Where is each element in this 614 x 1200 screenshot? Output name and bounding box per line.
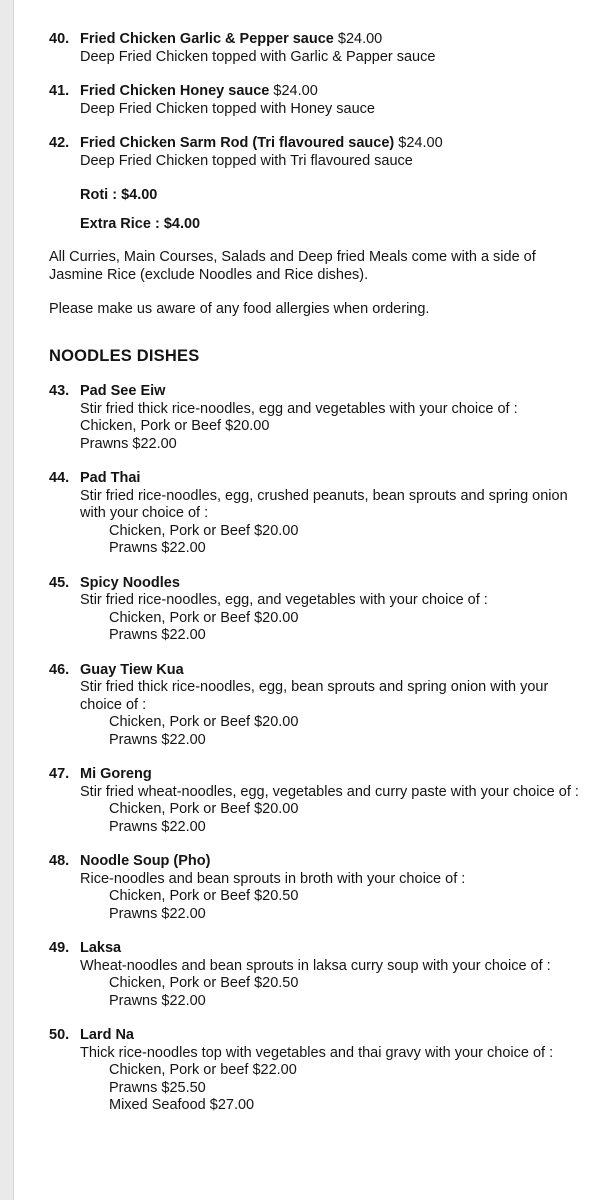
item-description: Deep Fried Chicken topped with Honey sauce [80, 100, 375, 117]
menu-item-43 [49, 383, 589, 453]
extra-roti: Roti : $4.00 [80, 187, 158, 203]
item-number: 49. [49, 940, 70, 956]
item-name: Lard Na [80, 1027, 134, 1043]
item-option: Chicken, Pork or Beef $20.00 [80, 418, 270, 434]
menu-item-49 [49, 940, 589, 1010]
item-price: $24.00 [337, 31, 383, 47]
item-description: Deep Fried Chicken topped with Tri flavoured sauce [80, 152, 413, 169]
menu-item-45 [49, 575, 589, 645]
menu-item-40 [49, 31, 589, 66]
menu-item-50 [49, 1027, 589, 1115]
item-heading [49, 853, 589, 871]
item-number: 48. [49, 853, 70, 869]
allergy-note: Please make us aware of any food allergies when ordering. [49, 301, 430, 317]
menu-item-46 [49, 662, 589, 750]
item-description: Rice-noodles and bean sprouts in broth with your choice of : [80, 870, 466, 887]
item-heading [49, 135, 589, 153]
item-option: Prawns $22.00 [109, 818, 206, 835]
item-heading [49, 383, 589, 401]
item-option: Prawns $22.00 [109, 992, 206, 1009]
item-option: Chicken, Pork or Beef $20.50 [109, 888, 299, 904]
page-left-edge [0, 0, 14, 1200]
item-option: Mixed Seafood $27.00 [109, 1097, 255, 1113]
item-number: 43. [49, 383, 70, 399]
item-option: Chicken, Pork or Beef $20.50 [109, 975, 299, 991]
item-number: 40. [49, 31, 70, 47]
item-heading [49, 470, 589, 488]
item-heading [49, 31, 589, 49]
item-name: Fried Chicken Sarm Rod (Tri flavoured sauce) [80, 135, 395, 151]
item-description: Stir fried rice-noodles, egg, crushed peanuts, bean sprouts and spring onion with your choice of : [80, 487, 568, 521]
item-number: 41. [49, 83, 70, 99]
item-option: Chicken, Pork or Beef $20.00 [109, 609, 299, 626]
item-heading [49, 83, 589, 101]
item-number: 45. [49, 574, 70, 591]
item-number: 47. [49, 766, 70, 782]
menu-item-41 [49, 83, 589, 118]
item-heading [49, 766, 589, 784]
item-option: Chicken, Pork or Beef $20.00 [109, 522, 299, 539]
item-description: Stir fried rice-noodles, egg, and vegetables with your choice of : [80, 592, 488, 608]
item-option: Chicken, Pork or Beef $20.00 [109, 801, 299, 817]
item-name: Mi Goreng [80, 766, 152, 782]
item-heading [49, 662, 589, 680]
item-option: Chicken, Pork or beef $22.00 [109, 1062, 297, 1078]
extra-rice: Extra Rice : $4.00 [80, 215, 201, 232]
section-title: NOODLES DISHES [49, 346, 200, 365]
item-description: Stir fried thick rice-noodles, egg and vegetables with your choice of : [80, 400, 518, 417]
menu-item-44 [49, 470, 589, 558]
menu-page [49, 31, 589, 1132]
item-heading [49, 940, 589, 958]
item-name: Guay Tiew Kua [80, 661, 184, 678]
item-description: Deep Fried Chicken topped with Garlic & Papper sauce [80, 48, 436, 65]
item-name: Pad Thai [80, 470, 141, 486]
item-name: Laksa [80, 940, 122, 956]
item-name: Fried Chicken Garlic & Pepper sauce [80, 31, 334, 47]
menu-item-48 [49, 853, 589, 923]
item-description: Wheat-noodles and bean sprouts in laksa curry soup with your choice of : [80, 957, 551, 974]
item-option: Prawns $22.00 [109, 905, 206, 922]
item-option: Prawns $22.00 [109, 627, 206, 643]
rice-note: All Curries, Main Courses, Salads and Deep fried Meals come with a side of Jasmine Rice (exclude Noodles and Rice dishes). [49, 249, 536, 283]
item-option: Prawns $22.00 [80, 435, 177, 452]
item-name: Noodle Soup (Pho) [80, 853, 211, 869]
item-price: $24.00 [398, 135, 443, 151]
menu-item-47 [49, 766, 589, 836]
item-option: Prawns $25.50 [109, 1079, 206, 1096]
item-description: Stir fried thick rice-noodles, egg, bean sprouts and spring onion with your choice of : [80, 679, 549, 713]
item-description: Stir fried wheat-noodles, egg, vegetables and curry paste with your choice of : [80, 783, 579, 800]
menu-item-42 [49, 135, 589, 170]
item-heading [49, 575, 589, 593]
item-description: Thick rice-noodles top with vegetables and thai gravy with your choice of : [80, 1044, 554, 1061]
item-number: 44. [49, 470, 70, 486]
item-name: Fried Chicken Honey sauce [80, 83, 270, 99]
item-heading [49, 1027, 589, 1045]
item-option: Prawns $22.00 [109, 731, 206, 748]
item-name: Spicy Noodles [80, 574, 180, 591]
item-option: Prawns $22.00 [109, 540, 206, 556]
item-price: $24.00 [273, 83, 318, 99]
item-option: Chicken, Pork or Beef $20.00 [109, 714, 299, 730]
item-number: 42. [49, 135, 70, 151]
item-name: Pad See Eiw [80, 383, 166, 399]
item-number: 50. [49, 1027, 70, 1043]
item-number: 46. [49, 661, 70, 678]
